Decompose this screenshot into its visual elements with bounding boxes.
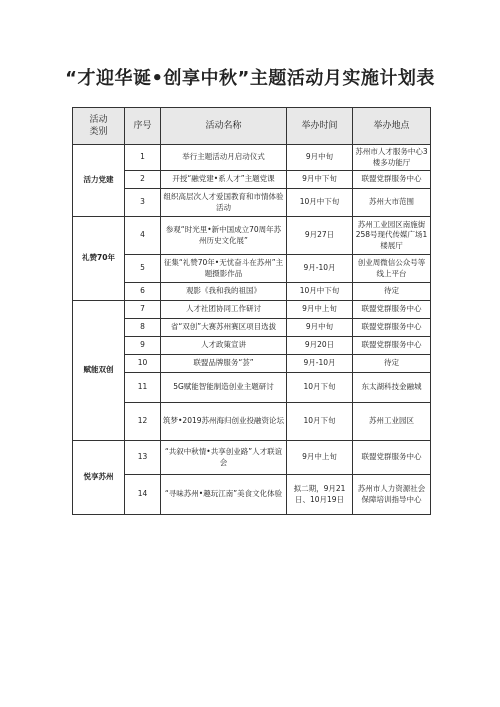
- table-row: [73, 301, 431, 319]
- activity-name: 联盟品牌服务“荟”: [161, 355, 287, 373]
- header-time: 举办时间: [287, 108, 353, 145]
- category-cell: 礼赞70年: [73, 217, 125, 301]
- row-number: 7: [125, 301, 161, 319]
- plan-table: [72, 107, 431, 515]
- activity-name: 组织高层次人才爱国教育和市情体验活动: [161, 189, 287, 217]
- header-name: 活动名称: [161, 108, 287, 145]
- table-row: [73, 355, 431, 373]
- activity-time: 拟二期，9月21日、10月19日: [287, 475, 353, 515]
- table-row: [73, 319, 431, 337]
- page-title: “才迎华诞•创享中秋”主题活动月实施计划表: [65, 68, 435, 89]
- category-cell: 赋能双创: [73, 301, 125, 441]
- row-number: 1: [125, 145, 161, 171]
- table-row: [73, 189, 431, 217]
- table-row: [73, 217, 431, 255]
- activity-time: 10月中下旬: [287, 189, 353, 217]
- activity-name: 省“双创”大赛苏州赛区项目选拔: [161, 319, 287, 337]
- activity-name: 人才政策宣讲: [161, 337, 287, 355]
- activity-place: 联盟党群服务中心: [353, 441, 431, 475]
- header-row: [73, 108, 431, 145]
- row-number: 12: [125, 403, 161, 441]
- activity-time: 9月-10月: [287, 255, 353, 283]
- row-number: 3: [125, 189, 161, 217]
- activity-time: 10月中下旬: [287, 283, 353, 301]
- table-row: [73, 145, 431, 171]
- category-cell: 活力党建: [73, 145, 125, 217]
- activity-name: 筑梦•2019苏州海归创业投融资论坛: [161, 403, 287, 441]
- table-row: [73, 337, 431, 355]
- row-number: 8: [125, 319, 161, 337]
- category-cell: 悦享苏州: [73, 441, 125, 515]
- row-number: 13: [125, 441, 161, 475]
- activity-name: 5G赋能智能制造创业主题研讨: [161, 373, 287, 403]
- activity-name: 开授“融党建•系人才”主题党课: [161, 171, 287, 189]
- table-body: [73, 145, 431, 515]
- row-number: 9: [125, 337, 161, 355]
- activity-place: 联盟党群服务中心: [353, 171, 431, 189]
- activity-name: 参观“时光里•新中国成立70周年苏州历史文化展”: [161, 217, 287, 255]
- activity-time: 9月中旬: [287, 319, 353, 337]
- activity-place: 苏州市人才服务中心3楼多功能厅: [353, 145, 431, 171]
- activity-place: 联盟党群服务中心: [353, 319, 431, 337]
- header-category: 活动 类别: [73, 108, 125, 145]
- row-number: 14: [125, 475, 161, 515]
- activity-place: 待定: [353, 283, 431, 301]
- header-place: 举办地点: [353, 108, 431, 145]
- table-row: [73, 475, 431, 515]
- row-number: 10: [125, 355, 161, 373]
- activity-place: 待定: [353, 355, 431, 373]
- activity-place: 创业周微信公众号等线上平台: [353, 255, 431, 283]
- activity-name: 举行主题活动月启动仪式: [161, 145, 287, 171]
- row-number: 6: [125, 283, 161, 301]
- activity-name: 观影《我和我的祖国》: [161, 283, 287, 301]
- row-number: 11: [125, 373, 161, 403]
- table-row: [73, 441, 431, 475]
- row-number: 2: [125, 171, 161, 189]
- table-row: [73, 403, 431, 441]
- activity-name: 人才社团协同工作研讨: [161, 301, 287, 319]
- header-no: 序号: [125, 108, 161, 145]
- activity-time: 10月下旬: [287, 403, 353, 441]
- table-row: [73, 283, 431, 301]
- row-number: 4: [125, 217, 161, 255]
- activity-name: 征集“礼赞70年•无忧奋斗在苏州”主题摄影作品: [161, 255, 287, 283]
- activity-time: 9月中下旬: [287, 171, 353, 189]
- activity-place: 东太湖科技金融城: [353, 373, 431, 403]
- row-number: 5: [125, 255, 161, 283]
- table-row: [73, 171, 431, 189]
- activity-name: “共叙中秋情•共享创业路”人才联谊会: [161, 441, 287, 475]
- activity-time: 9月中上旬: [287, 301, 353, 319]
- activity-time: 9月中旬: [287, 145, 353, 171]
- activity-time: 9月27日: [287, 217, 353, 255]
- activity-name: “寻味苏州•趣玩江南”美食文化体验: [161, 475, 287, 515]
- activity-time: 9月20日: [287, 337, 353, 355]
- activity-time: 9月中上旬: [287, 441, 353, 475]
- activity-place: 苏州市人力资源社会保障培训指导中心: [353, 475, 431, 515]
- activity-place: 苏州工业园区: [353, 403, 431, 441]
- activity-time: 10月下旬: [287, 373, 353, 403]
- activity-place: 苏州工业园区南施街258号现代传媒广场1楼展厅: [353, 217, 431, 255]
- table-row: [73, 373, 431, 403]
- activity-place: 苏州大市范围: [353, 189, 431, 217]
- activity-place: 联盟党群服务中心: [353, 337, 431, 355]
- table-row: [73, 255, 431, 283]
- activity-place: 联盟党群服务中心: [353, 301, 431, 319]
- activity-time: 9月-10月: [287, 355, 353, 373]
